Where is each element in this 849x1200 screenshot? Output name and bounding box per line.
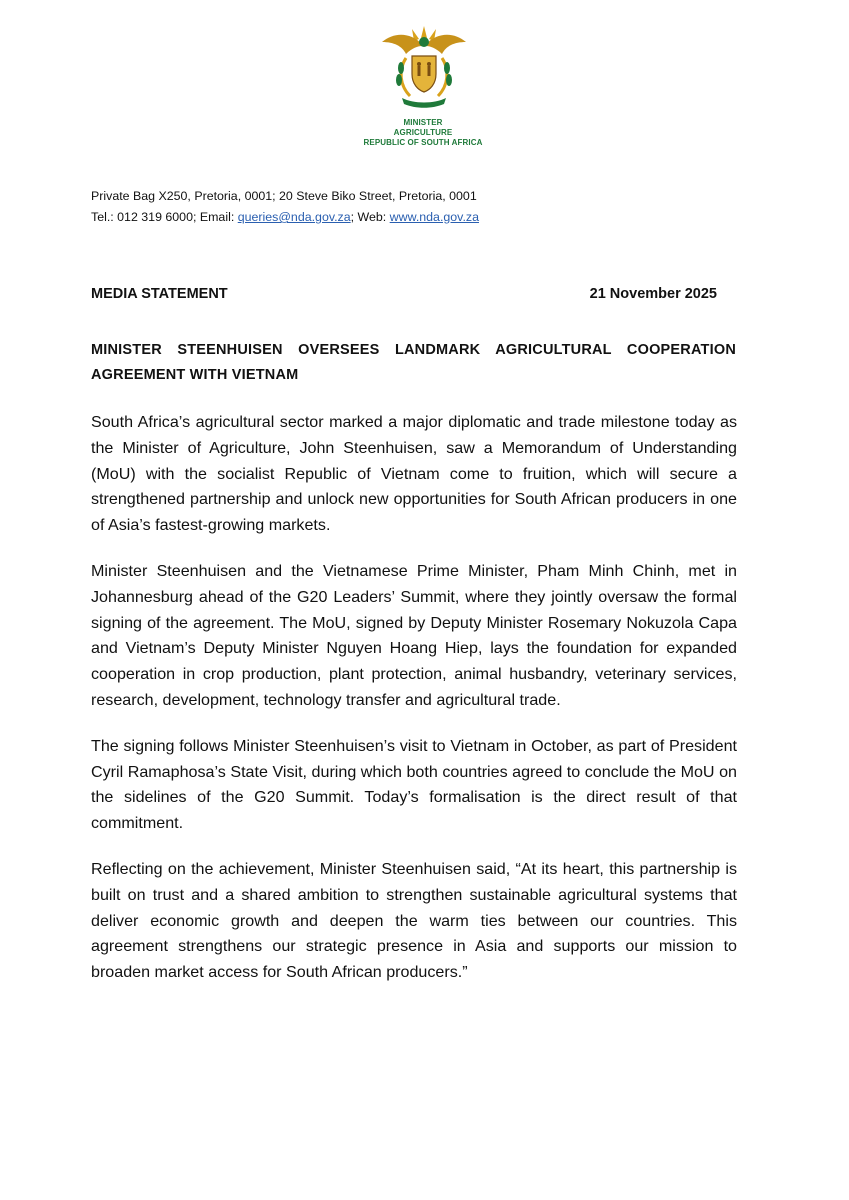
crest-shield: [412, 56, 436, 92]
crest-motto-ribbon: [402, 98, 446, 108]
caption-line-country: REPUBLIC OF SOUTH AFRICA: [363, 138, 483, 147]
statement-type: MEDIA STATEMENT: [91, 286, 228, 302]
paragraph-3: The signing follows Minister Steenhuisen’s visit to Vietnam in October, as part of President Cyril Ramaphosa’s State Visit, during which both countries agreed to conclude the MoU on the sidelines of the G20 Summit. Today’s formalisation is the direct result of that commitment.: [91, 736, 737, 833]
web-link[interactable]: www.nda.gov.za: [389, 210, 479, 224]
coat-of-arms-icon: [372, 24, 476, 110]
caption-line-department: AGRICULTURE: [393, 128, 453, 137]
paragraph-2: Minister Steenhuisen and the Vietnamese Prime Minister, Pham Minh Chinh, met in Johannesburg ahead of the G20 Leaders’ Summit, where they jointly oversaw the formal signing of the agreement. The MoU, signed by Deputy Minister Rosemary Nokuzola Capa and Vietnam’s Deputy Minister Nguyen Hoang Hiep, lays the foundation for expanded cooperation in crop production, plant protection, animal husbandry, veterinary services, research, development, technology transfer and agricultural trade.: [91, 561, 737, 709]
email-link[interactable]: queries@nda.gov.za: [237, 210, 351, 224]
crest-bird-head: [419, 37, 429, 47]
caption-line-minister: MINISTER: [403, 118, 443, 127]
paragraph-4: Reflecting on the achievement, Minister Steenhuisen said, “At its heart, this partnership is built on trust and a shared ambition to strengthen sustainable agricultural systems that deliver economic growth and deepen the warm ties between our countries. This agreement strengthens our strategic presence in Asia and supports our mission to broaden market access for South African producers.”: [91, 859, 737, 982]
statement-date: 21 November 2025: [589, 286, 717, 302]
tel-text: Tel.: 012 319 6000; Email:: [91, 210, 238, 224]
address-line: Private Bag X250, Pretoria, 0001; 20 Steve Biko Street, Pretoria, 0001: [91, 189, 477, 203]
paragraph-1: South Africa’s agricultural sector marked a major diplomatic and trade milestone today as the Minister of Agriculture, John Steenhuisen, saw a Memorandum of Understanding (MoU) with the socialist Republic of Vietnam come to fruition, which will secure a strengthened partnership and unlock new opportunities for South African producers in one of Asia’s fastest-growing markets.: [91, 413, 737, 535]
crest-caption: [310, 118, 536, 148]
contact-block: [91, 186, 479, 228]
contact-line: [91, 207, 479, 228]
web-prefix: ; Web:: [350, 210, 390, 224]
headline: MINISTER STEENHUISEN OVERSEES LANDMARK AGRICULTURAL COOPERATION AGREEMENT WITH VIETNAM: [91, 342, 736, 383]
statement-body: [91, 410, 737, 1006]
